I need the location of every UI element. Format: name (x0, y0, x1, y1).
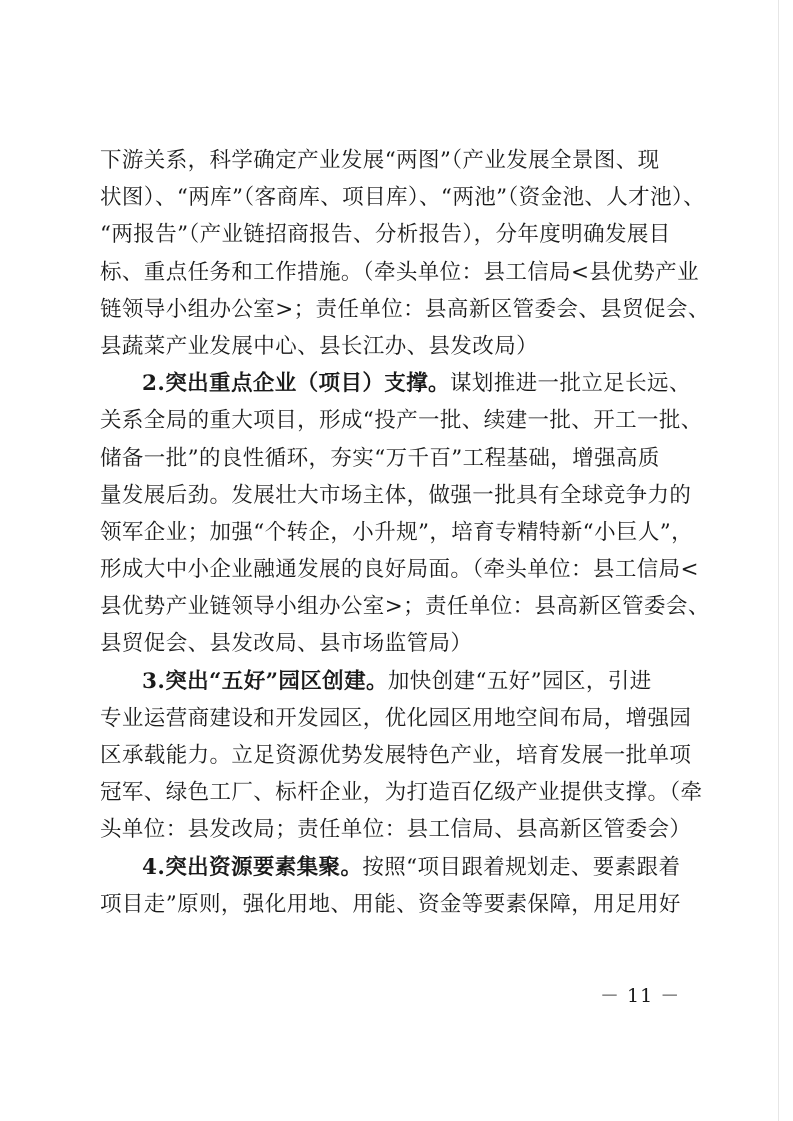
text-line: 项目走”原则，强化用地、用能、资金等要素保障，用足用好 (100, 891, 681, 917)
text-line: 形成大中小企业融通发展的良好局面。（牵头单位：县工信局< (100, 557, 699, 583)
text-line: 专业运营商建设和开发园区，优化园区用地空间布局，增强园 (100, 705, 692, 731)
text-line: 下游关系，科学确定产业发展“两图”（产业发展全景图、现 (100, 148, 660, 173)
text-line: 县贸促会、县发改局、县市场监管局） (100, 631, 473, 657)
text-line: 量发展后劲。发展壮大市场主体，做强一批具有全球竞争力的 (100, 482, 692, 508)
text-line: 县蔬菜产业发展中心、县长江办、县发改局） (100, 333, 539, 359)
text-line: “两报告”（产业链招商报告、分析报告），分年度明确发展目 (100, 222, 671, 248)
text-line: 县优势产业链领导小组办公室>；责任单位：县高新区管委会、 (100, 594, 710, 620)
text-line: 链领导小组办公室>；责任单位：县高新区管委会、县贸促会、 (100, 296, 710, 322)
section-heading: 4.突出资源要素集聚。 (142, 854, 363, 880)
text-line: 冠军、绿色工厂、标杆企业，为打造百亿级产业提供支撑。（牵 (100, 780, 703, 806)
text-line: 状图）、“两库”（客商库、项目库）、“两池”（资金池、人才池）、 (100, 185, 706, 211)
text-line: 关系全局的重大项目，形成“投产一批、续建一批、开工一批、 (100, 408, 703, 434)
text-run: 加快创建“五好”园区，引进 (387, 668, 652, 694)
text-run: 按照“项目跟着规划走、要素跟着 (362, 854, 681, 880)
body-text (100, 142, 710, 923)
paragraph-first-line (100, 849, 681, 886)
section-heading: 3.突出“五好”园区创建。 (142, 668, 388, 694)
text-line: 头单位：县发改局；责任单位：县工信局、县高新区管委会） (100, 817, 692, 843)
section-heading: 2.突出重点企业（项目）支撑。 (142, 371, 450, 397)
page-number: － 11 － (600, 985, 681, 1007)
text-line: 领军企业；加强“个转企，小升规”，培育专精特新“小巨人”， (100, 519, 694, 545)
paragraph-first-line (100, 365, 691, 402)
scan-edge-line (778, 0, 779, 1121)
paragraph-first-line (100, 663, 668, 700)
text-line: 区承载能力。立足资源优势发展特色产业，培育发展一批单项 (100, 743, 692, 768)
text-line: 储备一批”的良性循环，夯实“万千百”工程基础，增强高质 (100, 445, 660, 471)
text-run: 谋划推进一批立足长远、 (449, 371, 691, 397)
text-line: 标、重点任务和工作措施。（牵头单位：县工信局<县优势产业 (100, 259, 699, 285)
